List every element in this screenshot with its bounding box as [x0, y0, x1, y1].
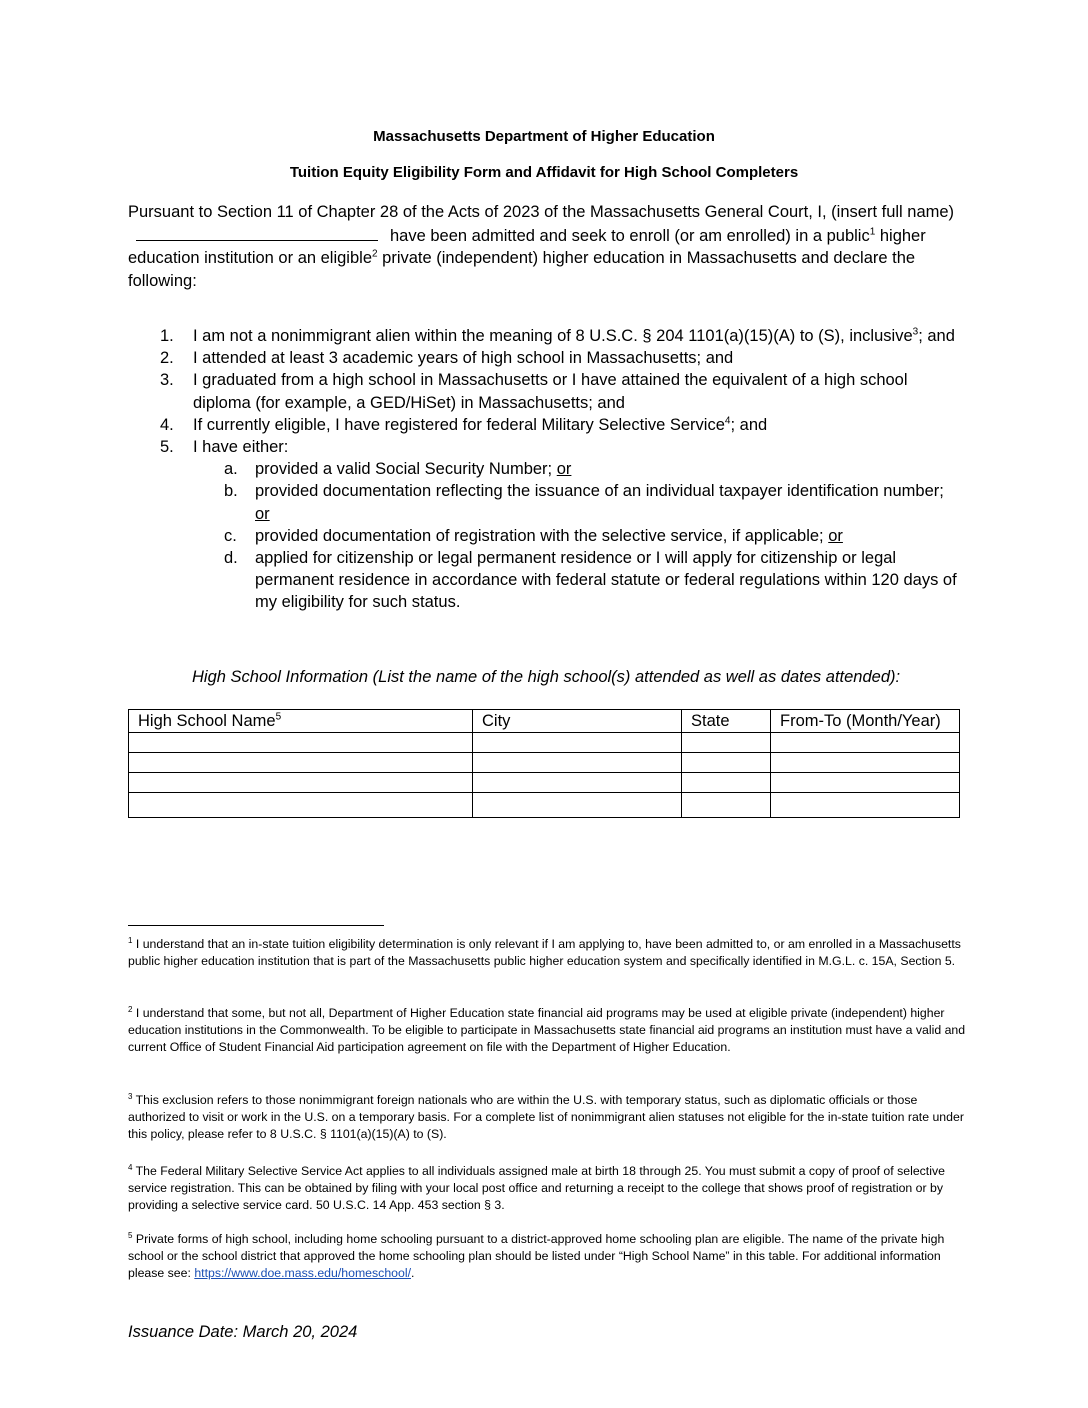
option-item	[128, 547, 958, 614]
option-letter: c.	[224, 526, 237, 545]
cell-city[interactable]	[473, 733, 682, 753]
declaration-item	[128, 325, 958, 347]
intro-text-1: Pursuant to Section 11 of Chapter 28 of the Acts of 2023 of the Massachusetts General Court, I, (insert full name)	[128, 203, 955, 221]
footnote-ref-5: 5	[275, 711, 282, 723]
footnote-2	[128, 1005, 968, 1056]
item-suffix: ; and	[730, 415, 768, 434]
cell-state[interactable]	[682, 773, 771, 793]
footnote-number: 3	[128, 1091, 133, 1101]
footnote-ref-3: 3	[912, 326, 919, 338]
table-header-row	[129, 710, 960, 733]
footnote-1	[128, 936, 968, 970]
footnote-4	[128, 1163, 968, 1214]
column-header-name-text: High School Name	[138, 712, 276, 730]
homeschool-link[interactable]: https://www.doe.mass.edu/homeschool/	[194, 1266, 411, 1280]
department-heading: Massachusetts Department of Higher Education	[373, 128, 715, 145]
footnote-number: 2	[128, 1004, 133, 1014]
footnote-separator	[128, 925, 384, 926]
option-item	[128, 458, 958, 480]
item-text: I attended at least 3 academic years of high school in Massachusetts; and	[193, 349, 734, 368]
item-number: 5.	[160, 438, 174, 457]
intro-text-3: higher education institution or an eligible	[128, 226, 926, 267]
cell-name[interactable]	[129, 773, 473, 793]
cell-city[interactable]	[473, 753, 682, 773]
item-number: 1.	[160, 327, 174, 345]
option-letter: a.	[224, 460, 238, 479]
cell-dates[interactable]	[771, 793, 960, 818]
footnote-text: The Federal Military Selective Service Act applies to all individuals assigned male at birth 18 through 25. You must submit a copy of proof of selective service registration. This can be obtained by filing with your local post office and returning a receipt to the college that shows proof of registration or by providing a selective service card. 50 U.S.C. 14 App. 453 section § 3.	[128, 1164, 945, 1212]
declaration-item	[128, 369, 958, 413]
table-row	[129, 773, 960, 793]
table-row	[129, 753, 960, 773]
column-header-state: State	[682, 710, 771, 733]
option-connector: or	[255, 504, 270, 523]
cell-city[interactable]	[473, 793, 682, 818]
cell-dates[interactable]	[771, 733, 960, 753]
full-name-blank[interactable]	[136, 224, 378, 241]
footnote-ref-1: 1	[869, 226, 876, 237]
declaration-list	[128, 325, 958, 614]
footnote-5	[128, 1231, 968, 1282]
declaration-item	[128, 347, 958, 369]
option-connector: or	[556, 460, 572, 479]
cell-state[interactable]	[682, 793, 771, 818]
item-text: I graduated from a high school in Massachusetts or I have attained the equivalent of a high school diploma (for example, a GED/HiSet) in Massachusetts; and	[193, 371, 908, 412]
cell-name[interactable]	[129, 753, 473, 773]
footnote-text: I understand that an in-state tuition eligibility determination is only relevant if I am applying to, have been admitted to, or am enrolled in a Massachusetts public higher education institution that is part of the Massachusetts public higher education system and specifically identified in M.G.L. c. 15A, Section 5.	[128, 937, 961, 968]
table-row	[129, 733, 960, 753]
form-title: Tuition Equity Eligibility Form and Affidavit for High School Completers	[289, 164, 799, 181]
footnote-suffix: .	[411, 1266, 415, 1280]
cell-dates[interactable]	[771, 753, 960, 773]
cell-state[interactable]	[682, 753, 771, 773]
column-header-name	[129, 710, 473, 733]
item-number: 2.	[160, 349, 174, 368]
option-connector: or	[828, 526, 843, 545]
item-text: I have either:	[193, 438, 289, 457]
option-letter: b.	[224, 482, 238, 501]
item-suffix: ; and	[918, 327, 955, 345]
footnote-text: This exclusion refers to those nonimmigrant foreign nationals who are within the U.S. with temporary status, such as diplomatic officials or those authorized to visit or work in the U.S. on a temporary basis. For a complete list of nonimmigrant alien statuses not eligible for the in-state tuition rate under this policy, please refer to 8 U.S.C. § 1101(a)(15)(A) to (S).	[128, 1093, 964, 1141]
footnote-number: 1	[128, 935, 133, 945]
footnote-3	[128, 1092, 968, 1143]
cell-name[interactable]	[129, 793, 473, 818]
footnote-ref-2: 2	[372, 248, 378, 260]
footnote-ref-4: 4	[724, 415, 731, 427]
footnote-text: Private forms of high school, including home schooling pursuant to a district-approved home schooling plan are eligible. The name of the private high school or the school district that approved the home schooling plan should be listed under “High School Name” in this table. For additional information please see:	[128, 1232, 945, 1280]
footnote-text: I understand that some, but not all, Department of Higher Education state financial aid programs may be used at eligible private (independent) higher education institutions in the Commonwealth. To be eligible to participate in Massachusetts state financial aid programs an institution must have a valid and current Office of Student Financial Aid participation agreement on file with the Department of Higher Education.	[128, 1006, 966, 1054]
intro-text-2: have been admitted and seek to enroll (or am enrolled) in a public	[390, 226, 870, 245]
option-letter: d.	[224, 549, 238, 568]
item-number: 3.	[160, 371, 174, 390]
item-text: If currently eligible, I have registered for federal Military Selective Service	[193, 415, 725, 434]
table-row	[129, 793, 960, 818]
intro-text-4: private (independent) higher education in Massachusetts and declare the following:	[128, 249, 916, 290]
option-text: applied for citizenship or legal permanent residence or I will apply for citizenship or legal permanent residence in accordance with federal statute or federal regulations within 120 days of my eligibility for such status.	[255, 549, 957, 612]
option-item	[128, 525, 958, 547]
declaration-item	[128, 436, 958, 458]
cell-city[interactable]	[473, 773, 682, 793]
column-header-city: City	[473, 710, 682, 733]
cell-state[interactable]	[682, 733, 771, 753]
option-text: provided documentation reflecting the issuance of an individual taxpayer identification number;	[255, 482, 944, 501]
item-number: 4.	[160, 415, 174, 434]
cell-name[interactable]	[129, 733, 473, 753]
option-item	[128, 480, 958, 524]
high-school-caption: High School Information (List the name of the high school(s) attended as well as dates attended):	[192, 668, 901, 686]
option-text: provided documentation of registration with the selective service, if applicable;	[255, 526, 829, 545]
column-header-dates: From-To (Month/Year)	[771, 710, 960, 733]
cell-dates[interactable]	[771, 773, 960, 793]
footnote-number: 5	[128, 1230, 133, 1240]
footnote-number: 4	[128, 1162, 133, 1172]
high-school-table	[128, 709, 960, 818]
item-text: I am not a nonimmigrant alien within the meaning of 8 U.S.C. § 204 1101(a)(15)(A) to (S), inclusive	[193, 327, 913, 345]
intro-paragraph	[128, 201, 958, 292]
declaration-item	[128, 414, 958, 436]
option-text: provided a valid Social Security Number;	[255, 460, 557, 479]
issuance-date: Issuance Date: March 20, 2024	[128, 1323, 358, 1341]
